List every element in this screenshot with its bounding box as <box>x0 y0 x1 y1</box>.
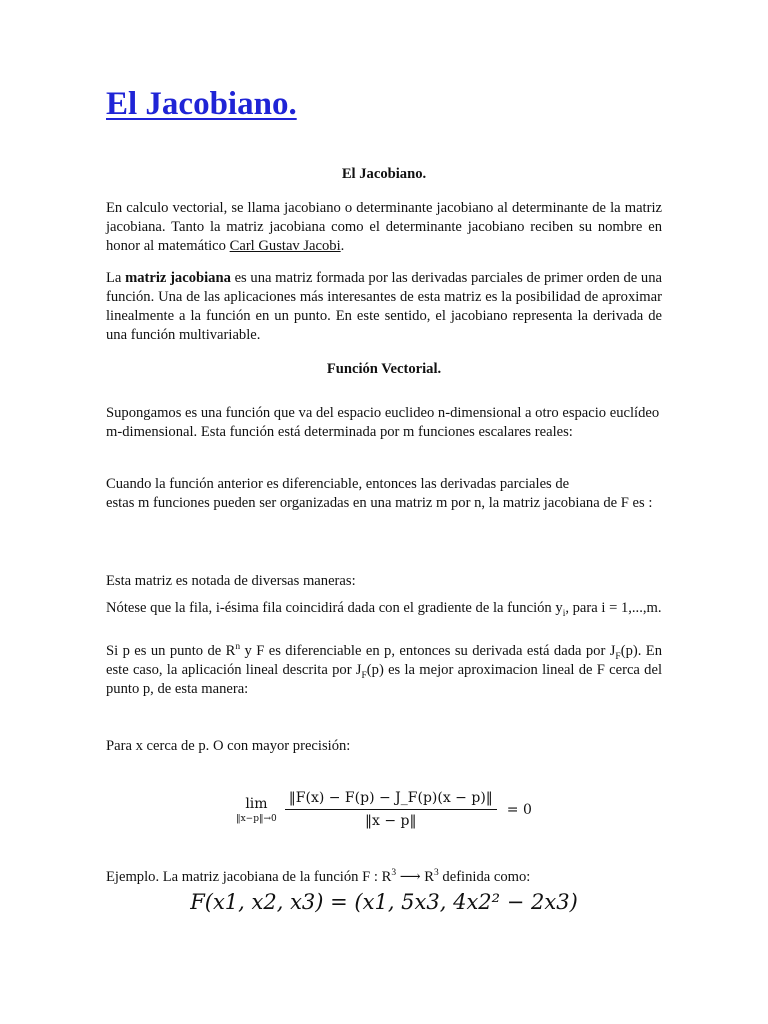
notation-paragraph: Esta matriz es notada de diversas maneras: <box>106 573 356 589</box>
gradient-paragraph <box>106 599 662 618</box>
example-text-a: Ejemplo. La matriz jacobiana de la función F : R <box>106 869 392 885</box>
r3-superscript-2: 3 <box>434 868 439 879</box>
document-title[interactable]: El Jacobiano. <box>106 86 297 122</box>
gradient-text: Nótese que la fila, i-ésima fila coincidirá dada con el gradiente de la función y <box>106 600 563 616</box>
differentiable-line2: estas m funciones pueden ser organizadas en una matriz m por n, la matriz jacobiana de F es : <box>106 495 653 511</box>
limit-equals-zero: = 0 <box>506 801 532 818</box>
example-text-c: definida como: <box>438 869 531 885</box>
lim-label: lim <box>245 795 268 812</box>
r3-superscript-1: 3 <box>391 868 397 879</box>
limit-operator <box>236 796 277 824</box>
precision-paragraph: Para x cerca de p. O con mayor precisión: <box>106 738 351 754</box>
gradient-text-end: , para i = 1,...,m. <box>565 600 662 616</box>
derivative-text-a: Si p es un punto de R <box>106 643 236 659</box>
matrix-definition-paragraph <box>106 269 662 345</box>
vector-function-paragraph: Supongamos es una función que va del espacio euclideo n-dimensional a otro espacio euclídeo m-dimensional. Esta función está determinada por m funciones escalares reales: <box>106 405 660 440</box>
derivative-text-b: y F es diferenciable en p, entonces su derivada está dada por J <box>240 643 616 659</box>
jacobi-link[interactable]: Carl Gustav Jacobi <box>229 238 341 254</box>
differentiable-paragraph <box>106 475 662 513</box>
derivative-text-c: (p). En este caso, la aplicación lineal descrita por J <box>106 643 662 678</box>
jf-subscript-1: F <box>615 651 621 662</box>
differentiable-line1: Cuando la función anterior es diferenciable, entonces las derivadas parciales de <box>106 476 570 492</box>
jf-subscript-2: F <box>361 670 367 681</box>
limit-formula <box>106 790 662 829</box>
example-text-b: ⟶ R <box>396 869 435 885</box>
function-definition: F(x1, x2, x3) = (x1, 5x3, 4x2² − 2x3) <box>190 890 578 914</box>
example-function-formula <box>106 890 662 914</box>
section-heading-funcion-vectorial: Función Vectorial. <box>326 361 442 377</box>
intro-text: En calculo vectorial, se llama jacobiano o determinante jacobiano al determinante de la matriz jacobiana. Tanto la matriz jacobiana como el determinante jacobiano reciben su nombre en honor al matemático <box>106 200 662 254</box>
example-paragraph <box>106 868 662 887</box>
fraction-denominator: ‖x − p‖ <box>365 813 417 829</box>
section-heading-jacobiano: El Jacobiano. <box>341 166 427 182</box>
intro-paragraph <box>106 199 662 256</box>
intro-text-end: . <box>340 238 345 254</box>
rn-superscript: n <box>235 642 241 653</box>
fraction-numerator: ‖F(x) − F(p) − J_F(p)(x − p)‖ <box>288 790 493 806</box>
lim-subscript: ‖x−p‖→0 <box>236 813 277 824</box>
derivative-paragraph <box>106 642 662 699</box>
gradient-subscript: i <box>562 608 566 619</box>
matriz-jacobiana-term: matriz jacobiana <box>125 270 231 286</box>
limit-fraction <box>285 790 497 829</box>
matrix-definition-text: es una matriz formada por las derivadas parciales de primer orden de una función. Una de las aplicaciones más interesantes de esta matriz es la posibilidad de aproximar linealmente a la función en un punto. En este sentido, el jacobiano representa la derivada de una función multivariable. <box>106 270 662 343</box>
matrix-definition-start: La <box>106 270 126 286</box>
derivative-text-d: (p) es la mejor aproximacion lineal de F cerca del punto p, de esta manera: <box>106 662 662 697</box>
